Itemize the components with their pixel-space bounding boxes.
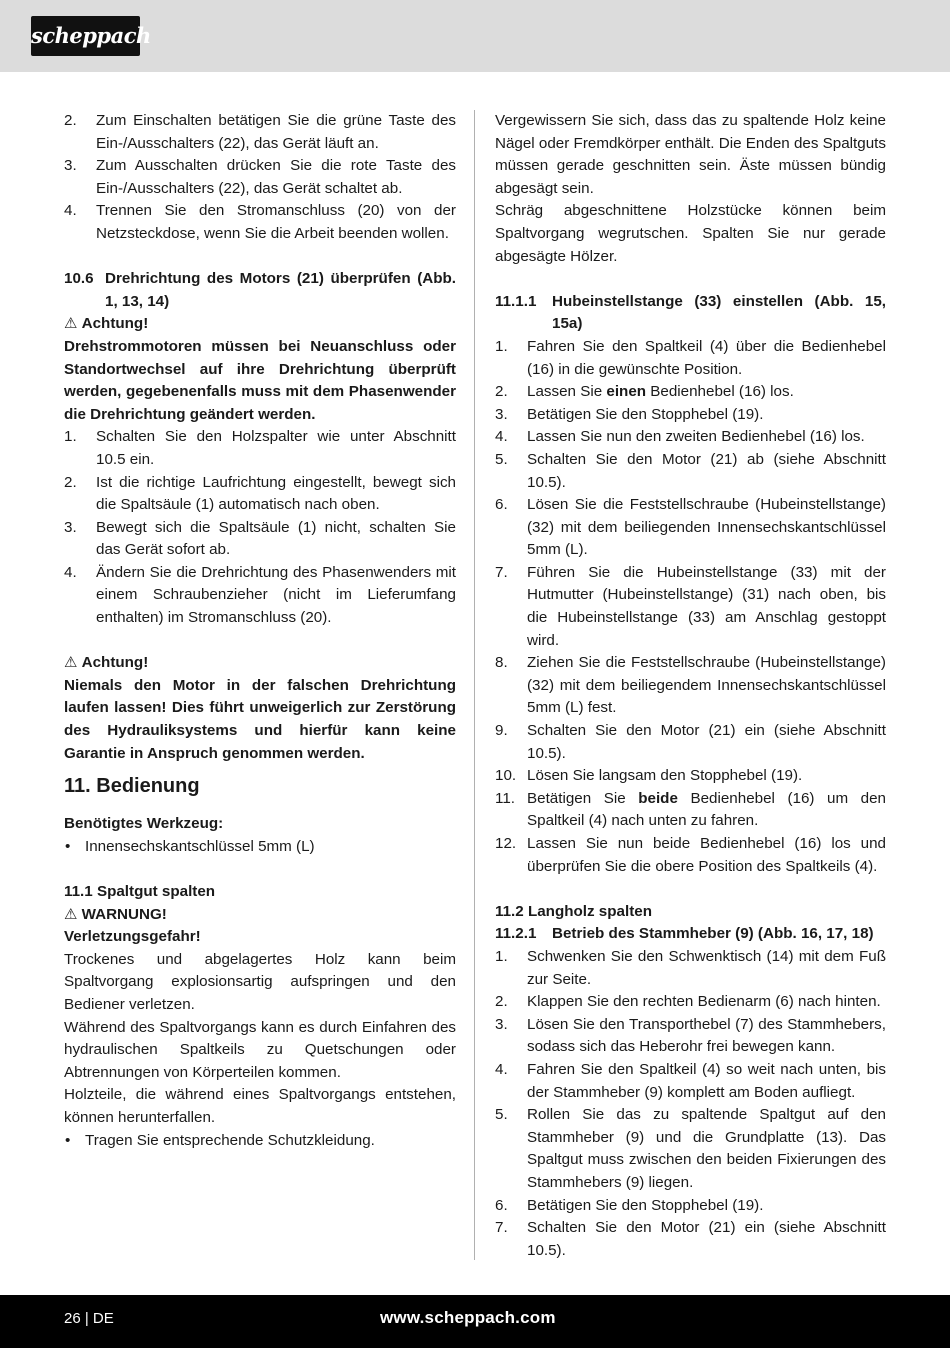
warning-heading: ⚠ Achtung! — [64, 313, 456, 336]
bullet-item: • Tragen Sie entsprechende Schutzkleidung. — [65, 1131, 375, 1149]
steps-switch-list — [64, 110, 456, 246]
warning-triangle-icon: ⚠ — [64, 315, 78, 333]
list-item: 7. Führen Sie die Hubeinstellstange (33) mit der Hutmutter (Hubeinstellstange) (31) nach oben, bis die Hubeinstellstange (33) am Anschlag gestoppt wird. — [495, 563, 886, 649]
paragraph: Trockenes und abgelagertes Holz kann beim Spaltvorgang explosionsartig aufspringen und den Bediener verletzen. — [64, 950, 456, 1013]
list-item: 1. Schalten Sie den Holzspalter wie unter Abschnitt 10.5 ein. — [64, 428, 456, 468]
steps-stroke-list — [495, 336, 886, 878]
tools-heading: Benötigtes Werkzeug: — [64, 815, 224, 833]
heading-10-6: 10.6 Drehrichtung des Motors (21) überprüfen (Abb. 1, 13, 14) — [64, 270, 456, 310]
heading-11-1-1: 11.1.1 Hubeinstellstange (33) einstellen (Abb. 15, 15a) — [495, 292, 886, 333]
list-item: 4. Fahren Sie den Spaltkeil (4) so weit nach unten, bis der Stammheber (9) komplett am Boden aufliegt. — [495, 1060, 886, 1101]
list-item: 8. Ziehen Sie die Feststellschraube (Hubeinstellstange) (32) mit dem beiliegendem Innensechskantschlüssel 5mm (L) fest. — [495, 654, 886, 717]
bullet-item: • Innensechskantschlüssel 5mm (L) — [65, 837, 315, 855]
heading-11-2: 11.2 Langholz spalten — [495, 902, 652, 920]
warning-triangle-icon: ⚠ — [64, 905, 78, 923]
list-item: 12. Lassen Sie nun beide Bedienhebel (16) los und überprüfen Sie die obere Position des Spaltkeils (4). — [495, 835, 886, 875]
paragraph: Während des Spaltvorgangs kann es durch Einfahren des hydraulischen Spaltkeils zu Quetschungen oder Abtrennungen von Körperteilen kommen. — [64, 1018, 456, 1081]
list-item: 1. Fahren Sie den Spaltkeil (4) über die Bedienhebel (16) in die gewünschte Position. — [495, 337, 886, 378]
warning-heading: ⚠ WARNUNG! — [64, 904, 456, 927]
scheppach-logo: scheppach — [31, 16, 140, 56]
right-column — [495, 110, 886, 1262]
list-item: 3. Lösen Sie den Transporthebel (7) des Stammhebers, sodass sich das Heberohr frei bewegen kann. — [495, 1015, 886, 1056]
paragraph: Holzteile, die während eines Spaltvorgangs entstehen, können herunterfallen. — [64, 1086, 456, 1126]
list-item: 4. Trennen Sie den Stromanschluss (20) von der Netzsteckdose, wenn Sie die Arbeit beenden wollen. — [64, 202, 456, 242]
list-item: 2. Klappen Sie den rechten Bedienarm (6) nach hinten. — [495, 993, 881, 1011]
section-title-11: 11. Bedienung — [64, 775, 200, 798]
heading-11-2-1: 11.2.1 Betrieb des Stammheber (9) (Abb. 16, 17, 18) — [495, 925, 874, 943]
warning-text: Drehstrommotoren müssen bei Neuanschluss oder Standortwechsel auf ihre Drehrichtung überprüft werden, gegebenenfalls muss mit dem Phasenwender die Drehrichtung geändert werden. — [64, 337, 456, 423]
list-item: 10. Lösen Sie langsam den Stopphebel (19). — [495, 767, 803, 785]
paragraph: Vergewissern Sie sich, dass das zu spaltende Holz keine Nägel oder Fremdkörper enthält. Die Enden des Spaltguts müssen gerade geschnitten sein. Äste müssen bündig abgesägt sein. — [495, 112, 886, 197]
list-item: 4. Ändern Sie die Drehrichtung des Phasenwenders mit einem Schraubenzieher (nicht im Lieferumfang enthalten) im Stromanschluss (20). — [64, 563, 456, 627]
list-item: 11. Betätigen Sie beide Bedienhebel (16) um den Spaltkeil (4) nach unten zu fahren. — [495, 789, 886, 830]
list-item: 3. Betätigen Sie den Stopphebel (19). — [495, 405, 764, 423]
list-item: 6. Lösen Sie die Feststellschraube (Hubeinstellstange) (32) mit dem beiliegenden Innensechskantschlüssel 5mm (L). — [495, 496, 886, 559]
injury-label: Verletzungsgefahr! — [64, 928, 201, 946]
list-item: 9. Schalten Sie den Motor (21) ein (siehe Abschnitt 10.5). — [495, 722, 886, 762]
list-item: 3. Bewegt sich die Spaltsäule (1) nicht, schalten Sie das Gerät sofort ab. — [64, 518, 456, 559]
list-item: 2. Zum Einschalten betätigen Sie die grüne Taste des Ein-/Ausschalters (22), das Gerät läuft an. — [64, 112, 456, 152]
list-item: 2. Lassen Sie einen Bedienhebel (16) los. — [495, 383, 794, 401]
column-divider — [474, 110, 475, 1260]
list-item: 5. Schalten Sie den Motor (21) ab (siehe Abschnitt 10.5). — [495, 450, 886, 491]
website-link[interactable]: www.scheppach.com — [380, 1308, 556, 1327]
warning-triangle-icon: ⚠ — [64, 654, 78, 672]
list-item: 4. Lassen Sie nun den zweiten Bedienhebel (16) los. — [495, 428, 865, 446]
paragraph: Schräg abgeschnittene Holzstücke können beim Spaltvorgang wegrutschen. Spalten Sie nur gerade abgesägte Hölzer. — [495, 202, 886, 265]
list-item: 2. Ist die richtige Laufrichtung eingestellt, bewegt sich die Spaltsäule (1) automatisch nach oben. — [64, 473, 456, 514]
list-item: 6. Betätigen Sie den Stopphebel (19). — [495, 1196, 764, 1214]
page-number: 26 | DE — [64, 1310, 114, 1327]
list-item: 3. Zum Ausschalten drücken Sie die rote Taste des Ein-/Ausschalters (22), das Gerät schaltet ab. — [64, 157, 456, 197]
left-column — [64, 110, 456, 1152]
steps-log-lifter-list — [495, 946, 886, 1262]
list-item: 7. Schalten Sie den Motor (21) ein (siehe Abschnitt 10.5). — [495, 1219, 886, 1259]
list-item: 1. Schwenken Sie den Schwenktisch (14) mit dem Fuß zur Seite. — [495, 947, 886, 988]
warning-heading: ⚠ Achtung! — [64, 652, 456, 675]
steps-rotation-list — [64, 426, 456, 629]
heading-11-1: 11.1 Spaltgut spalten — [64, 883, 216, 900]
warning-text: Niemals den Motor in der falschen Drehrichtung laufen lassen! Dies führt unweigerlich zur Zerstörung des Hydrauliksystems und hierfür kann keine Garantie in Anspruch genommen werden. — [64, 676, 456, 762]
footer-bar — [0, 1295, 950, 1348]
list-item: 5. Rollen Sie das zu spaltende Spaltgut auf den Stammheber (9) und die Grundplatte (13). Das Spaltgut muss zwischen den beiden Fixierungen des Stammhebers (9) liegen. — [495, 1106, 886, 1191]
